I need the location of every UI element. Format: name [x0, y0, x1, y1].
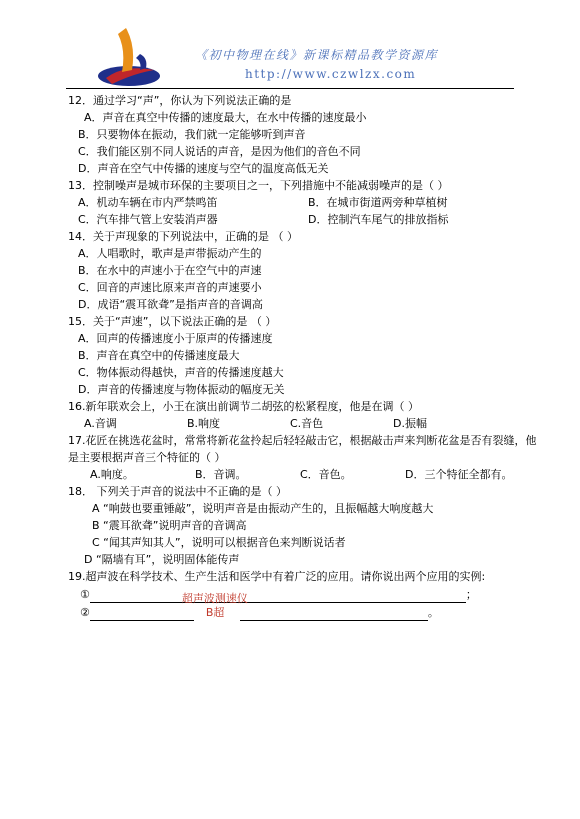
- q18-stem: 18． 下列关于声音的说法中不正确的是（ ）: [68, 485, 287, 498]
- q13-option-a: A．机动车辆在市内严禁鸣笛: [78, 196, 218, 209]
- q13-option-c: C．汽车排气管上安装消声器: [78, 213, 218, 226]
- q19-end-2: 。: [427, 606, 439, 619]
- q19-stem: 19.超声波在科学技术、生产生活和医学中有着广泛的应用。请你说出两个应用的实例:: [68, 570, 486, 583]
- q12-stem: 12．通过学习“声”，你认为下列说法正确的是: [68, 94, 292, 107]
- q16-option-b: B.响度: [187, 417, 221, 430]
- q14-option-c: C．回音的声速比原来声音的声速要小: [78, 281, 262, 294]
- q14-option-b: B．在水中的声速小于在空气中的声速: [78, 264, 262, 277]
- q19-blank-2b[interactable]: [240, 608, 428, 621]
- q12-option-c: C．我们能区别不同人说话的声音，是因为他们的音色不同: [78, 145, 361, 158]
- q12-option-a: A．声音在真空中传播的速度最大，在水中传播的速度最小: [84, 111, 367, 124]
- q15-option-c: C．物体振动得越快，声音的传播速度越大: [78, 366, 284, 379]
- q16-option-d: D.振幅: [393, 417, 427, 430]
- q19-number-2: ②: [80, 606, 90, 619]
- q14-stem: 14．关于声现象的下列说法中，正确的是 （ ）: [68, 230, 298, 243]
- q14-option-a: A．人唱歌时，歌声是声带振动产生的: [78, 247, 262, 260]
- q12-option-b: B．只要物体在振动，我们就一定能够听到声音: [78, 128, 306, 141]
- q15-option-d: D．声音的传播速度与物体振动的幅度无关: [78, 383, 285, 396]
- q13-options-row1: [68, 194, 538, 211]
- q12-option-d: D．声音在空气中传播的速度与空气的温度高低无关: [78, 162, 329, 175]
- q19-blank-2a[interactable]: [90, 608, 194, 621]
- q15-option-b: B．声音在真空中的传播速度最大: [78, 349, 240, 362]
- header-rule: [66, 88, 514, 89]
- q17-stem: 17.花匠在挑选花盆时，常常将新花盆拎起后轻轻敲击它，根据敲击声来判断花盆是否有裂缝，他是主要根据声音三个特征的（ ）: [68, 434, 537, 464]
- q19-number-1: ①: [80, 588, 90, 601]
- q19-answer-2: B超: [205, 606, 225, 619]
- site-title: 《初中物理在线》新课标精品教学资源库: [195, 48, 439, 62]
- q13-option-d: D．控制汽车尾气的排放指标: [308, 213, 449, 226]
- page-header: [0, 0, 580, 92]
- site-url[interactable]: http://www.czwlzx.com: [245, 67, 417, 81]
- q19-answer-2-field[interactable]: [194, 604, 240, 621]
- q18-option-a: A “响鼓也要重锤敲”，说明声音是由振动产生的，且振幅越大响度越大: [92, 502, 434, 515]
- q19-answer-line-1: [68, 585, 538, 603]
- q16-stem: 16.新年联欢会上，小王在演出前调节二胡弦的松紧程度，他是在调（ ）: [68, 400, 419, 413]
- q13-options-row2: [68, 211, 538, 228]
- q19-answer-1-field[interactable]: [182, 590, 466, 603]
- question-list: [68, 92, 538, 621]
- q18-option-d: D “隔墙有耳”，说明固体能传声: [84, 553, 240, 566]
- q13-stem: 13．控制噪声是城市环保的主要项目之一，下列措施中不能减弱噪声的是（ ）: [68, 179, 449, 192]
- q17-option-b: B．音调。: [195, 468, 247, 481]
- q19-end-1: ；: [465, 588, 477, 601]
- q18-option-b: B “震耳欲聋”说明声音的音调高: [92, 519, 247, 532]
- q13-option-b: B．在城市街道两旁种草植树: [308, 196, 448, 209]
- q19-answer-line-2: [68, 603, 538, 621]
- q16-option-a: A.音调: [84, 417, 117, 430]
- q17-options: [68, 466, 538, 483]
- q18-option-c: C “闻其声知其人”，说明可以根据音色来判断说话者: [92, 536, 346, 549]
- q17-option-a: A.响度。: [90, 468, 134, 481]
- q15-option-a: A．回声的传播速度小于原声的传播速度: [78, 332, 273, 345]
- q16-option-c: C.音色: [290, 417, 324, 430]
- q19-blank-1a[interactable]: [90, 590, 182, 603]
- q17-option-c: C．音色。: [300, 468, 352, 481]
- q15-stem: 15．关于“声速”，以下说法正确的是 （ ）: [68, 315, 277, 328]
- site-logo-icon: [96, 24, 162, 90]
- q17-option-d: D．三个特征全都有。: [405, 468, 513, 481]
- q19-answer-1: 超声波测速仪: [181, 592, 248, 605]
- q16-options: [68, 415, 538, 432]
- q14-option-d: D．成语“震耳欲聋”是指声音的音调高: [78, 298, 263, 311]
